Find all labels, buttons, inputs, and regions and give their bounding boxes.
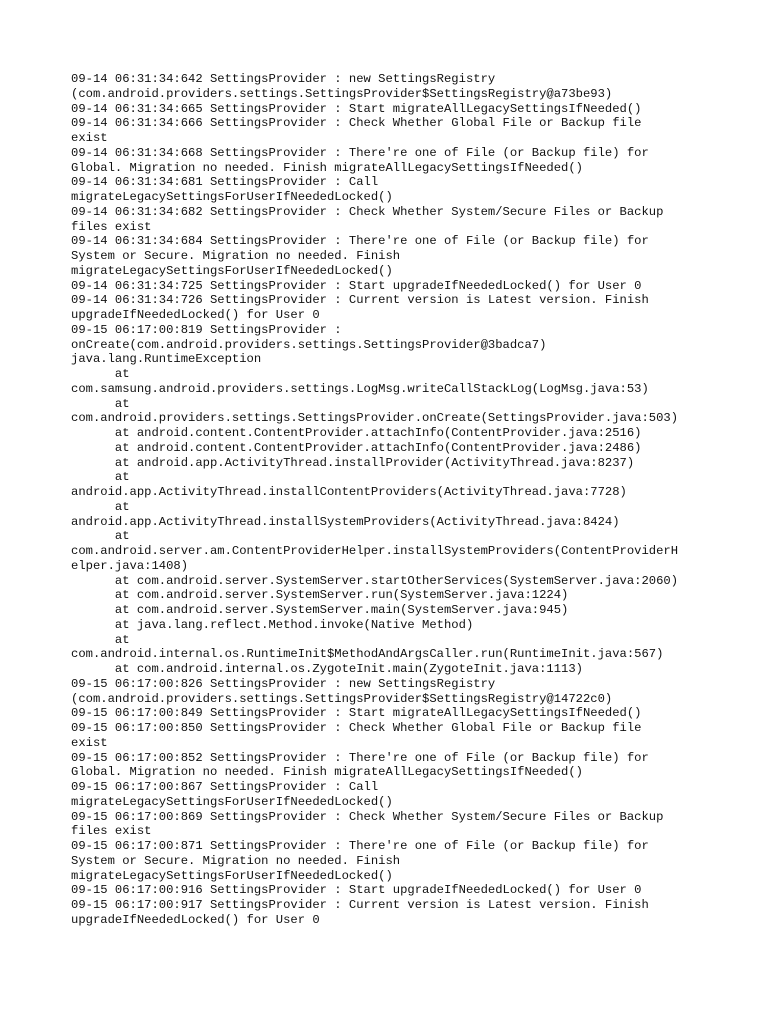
log-line: System or Secure. Migration no needed. Finish <box>71 249 401 263</box>
log-line: upgradeIfNeededLocked() for User 0 <box>71 308 320 322</box>
log-line: 09-15 06:17:00:850 SettingsProvider : Check Whether Global File or Backup file <box>71 721 642 735</box>
log-line: 09-15 06:17:00:916 SettingsProvider : Start upgradeIfNeededLocked() for User 0 <box>71 883 642 898</box>
log-line: exist <box>71 735 108 750</box>
log-line: exist <box>71 131 108 145</box>
log-line: com.android.internal.os.RuntimeInit$MethodAndArgsCaller.run(RuntimeInit.java:567) <box>71 647 664 662</box>
log-line: at <box>71 367 130 381</box>
log-line: files exist <box>71 219 152 234</box>
log-line: 09-15 06:17:00:869 SettingsProvider : Check Whether System/Secure Files or Backup <box>71 809 664 824</box>
log-line: 09-14 06:31:34:665 SettingsProvider : Start migrateAllLegacySettingsIfNeeded() <box>71 101 642 116</box>
log-line: files exist <box>71 824 152 839</box>
log-line: 09-14 06:31:34:684 SettingsProvider : There're one of File (or Backup file) for <box>71 234 649 249</box>
log-line: 09-15 06:17:00:826 SettingsProvider : new SettingsRegistry <box>71 676 496 691</box>
log-line: migrateLegacySettingsForUserIfNeededLocked() <box>71 263 393 278</box>
log-line: migrateLegacySettingsForUserIfNeededLocked() <box>71 190 393 204</box>
log-line: at <box>71 499 130 514</box>
log-line: com.android.providers.settings.SettingsProvider.onCreate(SettingsProvider.java:503) <box>71 411 679 426</box>
log-line: at com.android.server.SystemServer.main(SystemServer.java:945) <box>71 603 569 617</box>
log-line: android.app.ActivityThread.installContentProviders(ActivityThread.java:7728) <box>71 485 627 499</box>
log-line: at com.android.server.SystemServer.run(SystemServer.java:1224) <box>71 588 569 603</box>
log-line: at java.lang.reflect.Method.invoke(Native Method) <box>71 617 474 632</box>
log-line: System or Secure. Migration no needed. Finish <box>71 853 401 868</box>
log-line: upgradeIfNeededLocked() for User 0 <box>71 912 320 927</box>
log-line: java.lang.RuntimeException <box>71 352 262 367</box>
log-line: android.app.ActivityThread.installSystemProviders(ActivityThread.java:8424) <box>71 514 620 529</box>
log-line: at <box>71 529 130 544</box>
log-line: 09-14 06:31:34:681 SettingsProvider : Call <box>71 175 379 190</box>
log-line: 09-14 06:31:34:668 SettingsProvider : There're one of File (or Backup file) for <box>71 145 649 160</box>
log-line: com.samsung.android.providers.settings.LogMsg.writeCallStackLog(LogMsg.java:53) <box>71 381 649 396</box>
log-text-block <box>71 72 711 928</box>
log-line: at android.content.ContentProvider.attachInfo(ContentProvider.java:2516) <box>71 426 642 440</box>
log-line: at com.android.internal.os.ZygoteInit.main(ZygoteInit.java:1113) <box>71 662 583 676</box>
log-line: 09-15 06:17:00:871 SettingsProvider : There're one of File (or Backup file) for <box>71 839 649 853</box>
log-line: at <box>71 470 130 485</box>
log-line: 09-15 06:17:00:867 SettingsProvider : Call <box>71 780 379 794</box>
log-line: Global. Migration no needed. Finish migrateAllLegacySettingsIfNeeded() <box>71 765 583 780</box>
log-line: migrateLegacySettingsForUserIfNeededLocked() <box>71 868 393 883</box>
log-line: migrateLegacySettingsForUserIfNeededLocked() <box>71 794 393 809</box>
log-line: 09-14 06:31:34:642 SettingsProvider : new SettingsRegistry <box>71 72 496 86</box>
log-line: Global. Migration no needed. Finish migrateAllLegacySettingsIfNeeded() <box>71 160 583 175</box>
log-line: com.android.server.am.ContentProviderHelper.installSystemProviders(ContentProviderH <box>71 544 679 558</box>
log-line: (com.android.providers.settings.SettingsProvider$SettingsRegistry@a73be93) <box>71 86 613 101</box>
log-line: at <box>71 396 130 411</box>
log-line: at <box>71 632 130 647</box>
log-line: 09-15 06:17:00:849 SettingsProvider : Start migrateAllLegacySettingsIfNeeded() <box>71 706 642 721</box>
log-line: 09-14 06:31:34:726 SettingsProvider : Current version is Latest version. Finish <box>71 293 649 308</box>
log-line: 09-15 06:17:00:819 SettingsProvider : <box>71 322 342 337</box>
log-line: 09-15 06:17:00:917 SettingsProvider : Current version is Latest version. Finish <box>71 898 649 912</box>
log-line: at android.app.ActivityThread.installProvider(ActivityThread.java:8237) <box>71 455 635 470</box>
log-line: 09-14 06:31:34:725 SettingsProvider : Start upgradeIfNeededLocked() for User 0 <box>71 278 642 293</box>
log-line: 09-14 06:31:34:682 SettingsProvider : Check Whether System/Secure Files or Backup <box>71 204 664 219</box>
log-line: (com.android.providers.settings.SettingsProvider$SettingsRegistry@14722c0) <box>71 691 613 706</box>
log-line: 09-14 06:31:34:666 SettingsProvider : Check Whether Global File or Backup file <box>71 116 642 131</box>
log-line: elper.java:1408) <box>71 558 189 573</box>
log-line: onCreate(com.android.providers.settings.SettingsProvider@3badca7) <box>71 337 547 352</box>
log-line: at com.android.server.SystemServer.startOtherServices(SystemServer.java:2060) <box>71 573 679 588</box>
log-line: 09-15 06:17:00:852 SettingsProvider : There're one of File (or Backup file) for <box>71 750 649 765</box>
log-line: at android.content.ContentProvider.attachInfo(ContentProvider.java:2486) <box>71 440 642 455</box>
